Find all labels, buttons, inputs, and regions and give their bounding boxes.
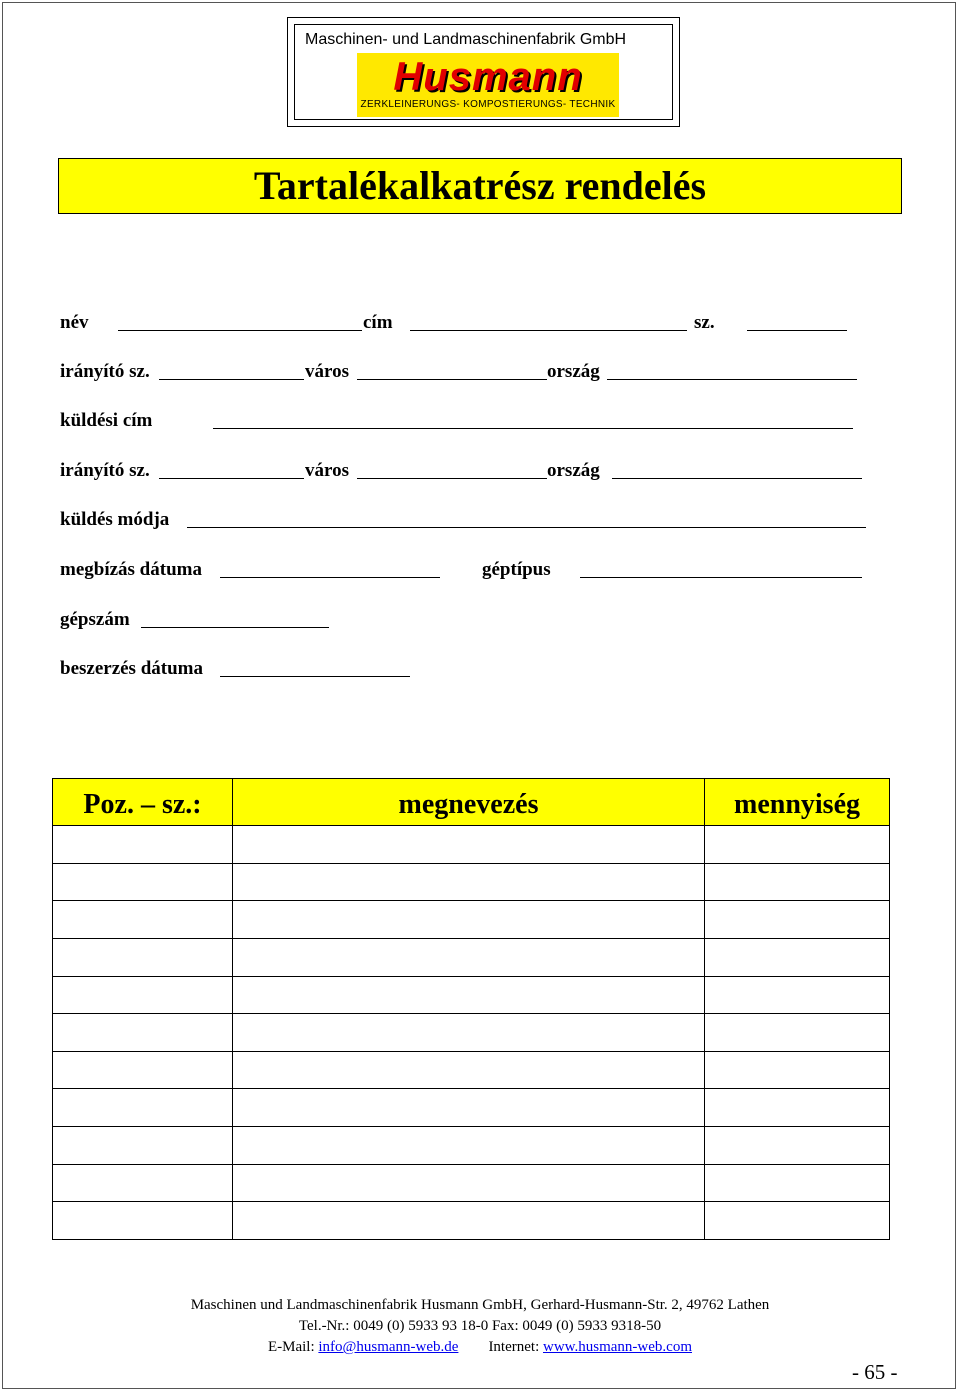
field-cim[interactable] — [410, 330, 687, 331]
table-row — [53, 938, 889, 939]
page-title: Tartalékalkatrész rendelés — [58, 158, 902, 214]
table-row — [53, 1088, 889, 1089]
field-kuldesi-cim[interactable] — [213, 428, 853, 429]
table-row — [53, 1051, 889, 1052]
label-kuldesi-cim: küldési cím — [60, 410, 153, 431]
field-kuldes-modja[interactable] — [187, 527, 866, 528]
field-sz[interactable] — [747, 330, 847, 331]
field-megbizas-datuma[interactable] — [220, 577, 440, 578]
footer-address: Maschinen und Landmaschinenfabrik Husmann GmbH, Gerhard-Husmann-Str. 2, 49762 Lathen — [190, 1297, 770, 1313]
column-divider — [704, 779, 705, 1239]
email-label: E-Mail: — [267, 1339, 315, 1355]
table-row — [53, 1126, 889, 1127]
field-beszerzes-datuma[interactable] — [220, 676, 410, 677]
label-orszag-1: ország — [547, 361, 600, 382]
field-iranyito-1[interactable] — [159, 379, 304, 380]
label-nev: név — [60, 312, 89, 333]
table-row — [53, 1201, 889, 1202]
label-geptipus: géptípus — [482, 559, 551, 580]
table-row — [53, 863, 889, 864]
header-quantity: mennyiség — [705, 779, 889, 825]
logo-brand: Husmann — [393, 55, 583, 99]
label-iranyito-2: irányító sz. — [60, 460, 150, 481]
field-varos-2[interactable] — [357, 478, 547, 479]
label-gepszam: gépszám — [60, 609, 130, 630]
label-varos-2: város — [305, 460, 349, 481]
label-kuldes-modja: küldés módja — [60, 509, 170, 530]
label-varos-1: város — [305, 361, 349, 382]
table-row — [53, 825, 889, 826]
table-row — [53, 1164, 889, 1165]
label-cim: cím — [363, 312, 393, 333]
table-row — [53, 976, 889, 977]
field-gepszam[interactable] — [141, 627, 329, 628]
field-geptipus[interactable] — [580, 577, 862, 578]
field-orszag-1[interactable] — [607, 379, 857, 380]
header-position: Poz. – sz.: — [53, 779, 233, 825]
logo-company-line: Maschinen- und Landmaschinenfabrik GmbH — [305, 31, 627, 48]
page-number: - 65 - — [852, 1360, 898, 1384]
header-description: megnevezés — [233, 779, 705, 825]
email-link[interactable]: info@husmann-web.de — [318, 1339, 459, 1355]
column-divider — [232, 779, 233, 1239]
label-sz: sz. — [694, 312, 715, 333]
footer-contact — [0, 1339, 960, 1356]
parts-table — [52, 778, 890, 1240]
label-orszag-2: ország — [547, 460, 600, 481]
internet-label: Internet: — [488, 1339, 540, 1355]
company-logo — [287, 17, 680, 127]
table-row — [53, 900, 889, 901]
field-nev[interactable] — [118, 330, 362, 331]
logo-tagline: ZERKLEINERUNGS- KOMPOSTIERUNGS- TECHNIK — [360, 99, 616, 110]
field-orszag-2[interactable] — [612, 478, 862, 479]
website-link[interactable]: www.husmann-web.com — [543, 1339, 692, 1355]
footer-phone: Tel.-Nr.: 0049 (0) 5933 93 18-0 Fax: 0049 (0) 5933 9318-50 — [298, 1318, 662, 1334]
field-iranyito-2[interactable] — [159, 478, 304, 479]
label-iranyito-1: irányító sz. — [60, 361, 150, 382]
table-row — [53, 1013, 889, 1014]
label-beszerzes-datuma: beszerzés dátuma — [60, 658, 203, 679]
logo-band — [357, 53, 619, 117]
label-megbizas-datuma: megbízás dátuma — [60, 559, 202, 580]
field-varos-1[interactable] — [357, 379, 547, 380]
